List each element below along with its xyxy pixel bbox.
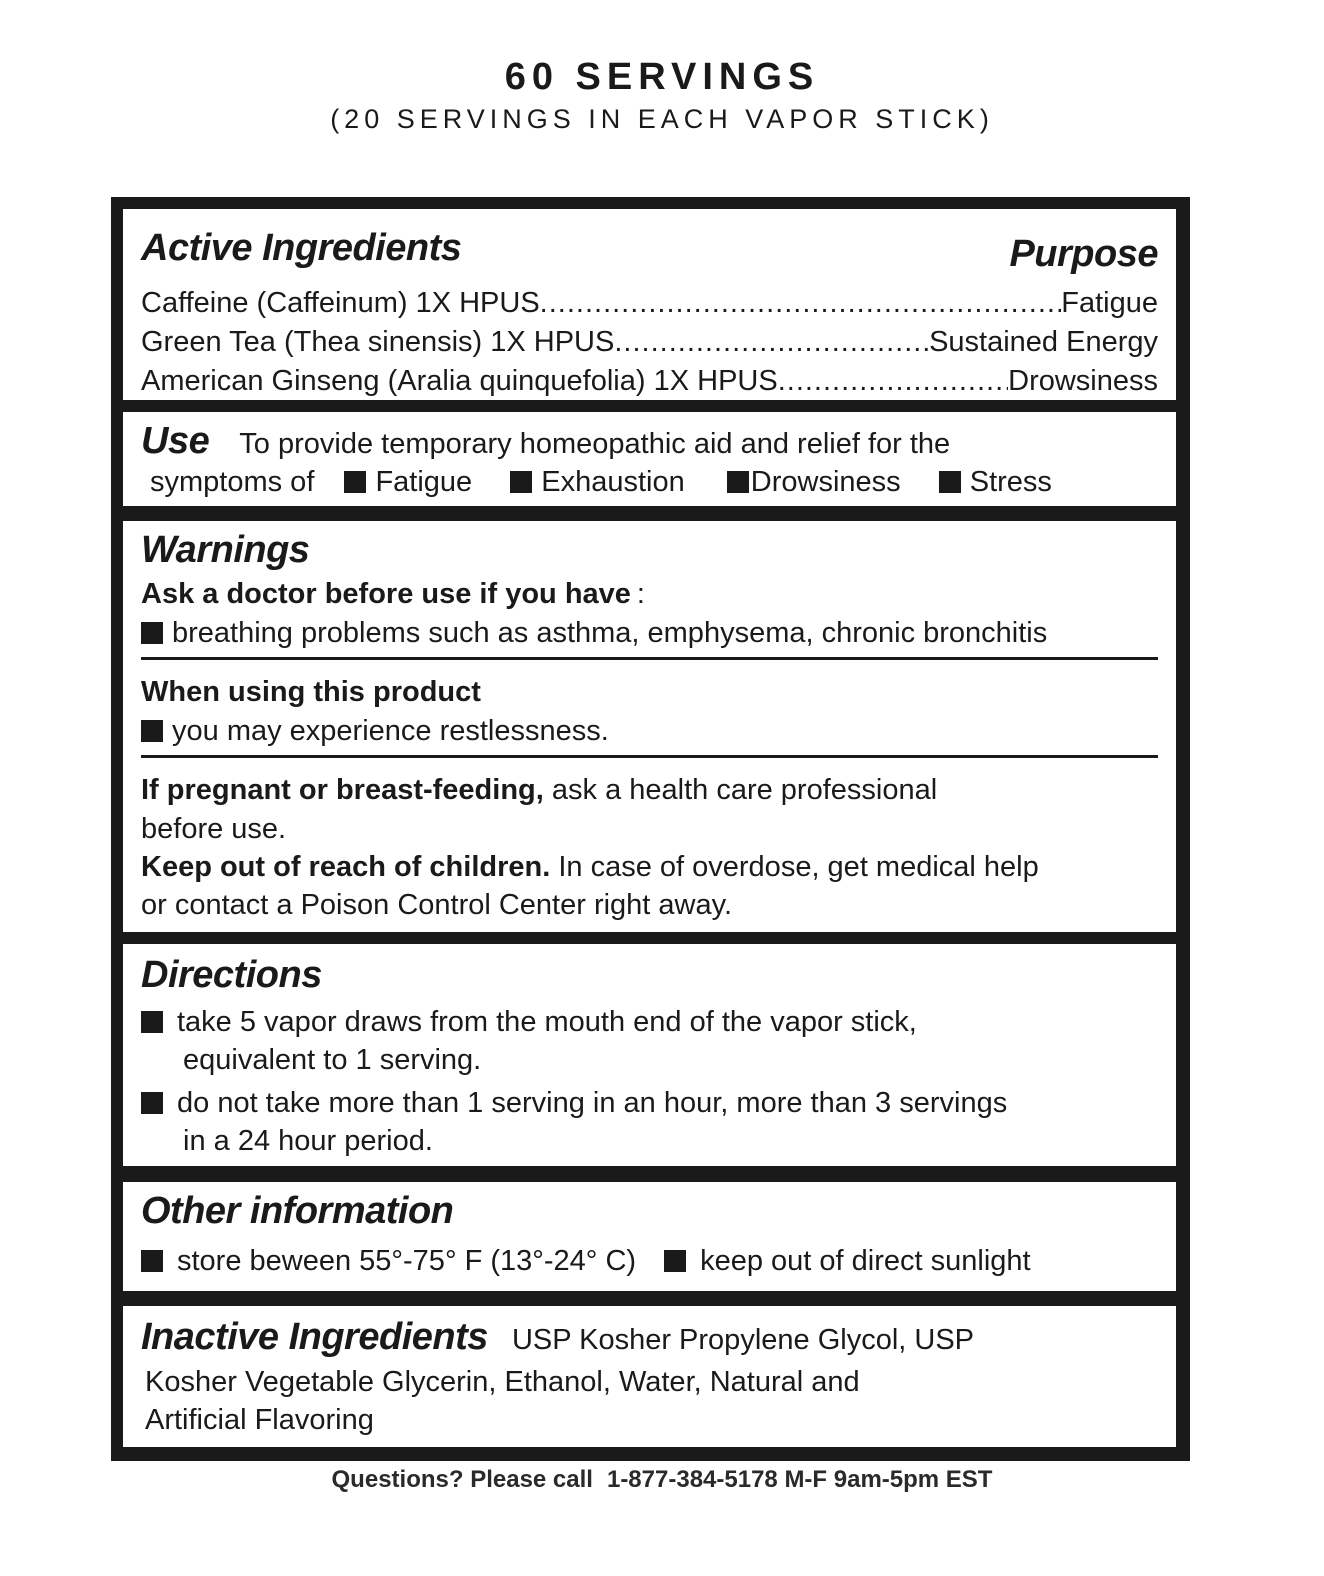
keep-out-warning-cont: or contact a Poison Control Center right away.: [141, 889, 733, 921]
bullet-square-icon: [141, 622, 163, 644]
bullet-square-icon: [939, 471, 961, 493]
ingredient-row: [141, 365, 1158, 398]
inactive-line-1: Inactive Ingredients USP Kosher Propylene Glycol, USP: [141, 1316, 975, 1358]
symptom-item: Drowsiness: [727, 466, 901, 498]
use-heading: Use: [141, 420, 210, 462]
bullet-square-icon: [344, 471, 366, 493]
leader-dots: [540, 287, 1062, 320]
divider: [141, 657, 1158, 660]
drug-facts-panel: [111, 197, 1190, 1461]
direction-item: do not take more than 1 serving in an hour, more than 3 servings: [141, 1087, 1007, 1120]
use-symptoms-label: symptoms of: [150, 466, 315, 498]
ingredient-row: [141, 326, 1158, 359]
warnings-heading: Warnings: [141, 529, 310, 571]
symptom-item: Exhaustion: [510, 466, 685, 498]
symptom-item: Fatigue: [344, 466, 472, 498]
direction-item: take 5 vapor draws from the mouth end of the vapor stick,: [141, 1006, 917, 1039]
bullet-square-icon: [141, 1092, 163, 1114]
directions-section: [123, 944, 1176, 1166]
bullet-square-icon: [141, 1250, 163, 1272]
keep-out-warning: Keep out of reach of children. In case of overdose, get medical help: [141, 851, 1039, 883]
ingredient-purpose: Fatigue: [1061, 287, 1158, 319]
servings-title: 60 SERVINGS: [504, 56, 820, 98]
pregnant-warning: If pregnant or breast-feeding, ask a health care professional: [141, 774, 938, 806]
symptom-item: Stress: [939, 466, 1052, 498]
bullet-square-icon: [664, 1250, 686, 1272]
footer-phone: 1-877-384-5178 M-F 9am-5pm EST: [606, 1466, 993, 1493]
inactive-line-2: Kosher Vegetable Glycerin, Ethanol, Water, Natural and: [145, 1366, 860, 1398]
ingredient-name: American Ginseng (Aralia quinquefolia) 1X HPUS: [141, 365, 778, 397]
active-ingredients-section: [123, 209, 1176, 400]
leader-dots: [778, 365, 1008, 398]
ask-doctor-label: Ask a doctor before use if you have :: [141, 578, 645, 610]
use-section: [123, 412, 1176, 506]
inactive-heading: Inactive Ingredients: [141, 1316, 488, 1358]
bullet-square-icon: [141, 720, 163, 742]
ingredient-name: Caffeine (Caffeinum) 1X HPUS: [141, 287, 540, 319]
direction-item-cont: equivalent to 1 serving.: [183, 1044, 482, 1076]
bullet-square-icon: [510, 471, 532, 493]
direction-item-cont: in a 24 hour period.: [183, 1125, 433, 1157]
ask-doctor-item: breathing problems such as asthma, emphysema, chronic bronchitis: [141, 617, 1047, 650]
when-using-item: you may experience restlessness.: [141, 715, 609, 748]
other-info-section: [123, 1182, 1176, 1291]
footer-question: Questions? Please call: [331, 1466, 593, 1493]
directions-heading: Directions: [141, 954, 322, 996]
ingredient-purpose: Sustained Energy: [929, 326, 1158, 358]
use-line-1: [141, 420, 950, 463]
bullet-square-icon: [727, 471, 749, 493]
divider: [141, 755, 1158, 758]
ingredient-purpose: Drowsiness: [1008, 365, 1158, 397]
inactive-ingredients-section: [123, 1306, 1176, 1447]
ingredient-name: Green Tea (Thea sinensis) 1X HPUS: [141, 326, 615, 358]
leader-dots: [614, 326, 929, 359]
other-info-heading: Other information: [141, 1190, 454, 1232]
ingredient-row: [141, 287, 1158, 320]
use-text: To provide temporary homeopathic aid and relief for the: [239, 428, 951, 460]
other-info-items: store beween 55°-75° F (13°-24° C) keep out of direct sunlight: [141, 1245, 1031, 1278]
pregnant-warning-cont: before use.: [141, 813, 287, 845]
bullet-square-icon: [141, 1011, 163, 1033]
contact-footer: [0, 1466, 1324, 1494]
when-using-label: When using this product: [141, 676, 481, 708]
purpose-heading: Purpose: [1009, 233, 1158, 275]
active-ingredients-heading: Active Ingredients: [141, 227, 462, 269]
use-line-2: [150, 466, 1052, 499]
servings-subtitle: (20 SERVINGS IN EACH VAPOR STICK): [330, 104, 994, 134]
warnings-section: [123, 521, 1176, 932]
inactive-line-3: Artificial Flavoring: [145, 1404, 374, 1436]
